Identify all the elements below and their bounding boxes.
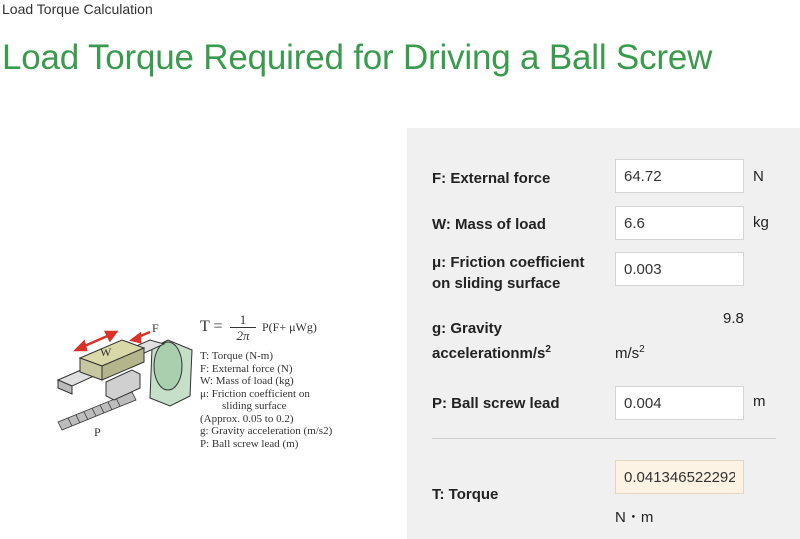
formula-legend	[200, 350, 332, 450]
friction-label-line1: μ: Friction coefficient	[432, 254, 585, 271]
legend-item: P: Ball screw lead (m)	[200, 437, 299, 450]
lead-label-text: P: Ball screw lead	[432, 395, 560, 412]
legend-item: F: External force (N)	[200, 362, 293, 375]
formula-lhs: T =	[200, 318, 223, 335]
mass-label: W	[100, 345, 112, 359]
friction-input[interactable]	[615, 252, 744, 286]
mass-unit: kg	[753, 214, 769, 231]
torque-label-text: T: Torque	[432, 486, 499, 503]
calculation-panel	[407, 128, 800, 539]
force-label-text: F: External force	[432, 170, 551, 187]
legend-item: T: Torque (N-m)	[200, 350, 274, 362]
gravity-unit	[615, 344, 645, 362]
legend-item: μ: Friction coefficient on	[200, 387, 310, 400]
friction-label-line2: on sliding surface	[432, 275, 561, 292]
legend-item: (Approx. 0.05 to 0.2)	[200, 412, 294, 425]
formula-block	[200, 312, 332, 450]
slide-table-illustration	[80, 340, 144, 400]
lead-unit: m	[753, 393, 766, 410]
legend-item: g: Gravity acceleration (m/s2)	[200, 425, 333, 437]
force-input[interactable]	[615, 159, 744, 193]
lead-input[interactable]	[615, 386, 744, 420]
torque-unit: N・m	[615, 509, 654, 526]
gravity-label-line1: g: Gravity	[432, 320, 503, 337]
gravity-label-sup: 2	[545, 344, 551, 355]
gravity-label-text	[432, 318, 551, 364]
section-divider	[432, 438, 776, 439]
gravity-label-line2: accelerationm/s	[432, 345, 546, 362]
gravity-unit-sup: 2	[639, 344, 645, 355]
lead-label: P	[94, 425, 101, 439]
mass-label-text: W: Mass of load	[432, 216, 546, 233]
force-unit: N	[753, 168, 764, 185]
torque-output[interactable]	[615, 460, 744, 494]
formula-numerator: 1	[230, 312, 256, 328]
formula-fraction	[230, 312, 256, 344]
formula-denominator: 2π	[236, 328, 250, 343]
motor-illustration	[150, 340, 192, 406]
legend-item: sliding surface	[200, 400, 287, 412]
gravity-unit-text: m/s	[615, 345, 640, 362]
legend-item: W: Mass of load (kg)	[200, 375, 294, 387]
mass-input[interactable]	[615, 206, 744, 240]
force-label: F	[152, 321, 159, 335]
formula-rhs: P(F+ μWg)	[262, 320, 317, 334]
gravity-value: 9.8	[723, 310, 744, 327]
friction-label-text	[432, 252, 585, 294]
breadcrumb: Load Torque Calculation	[2, 1, 153, 17]
torque-formula	[200, 312, 332, 350]
page-title: Load Torque Required for Driving a Ball Screw	[2, 38, 713, 77]
